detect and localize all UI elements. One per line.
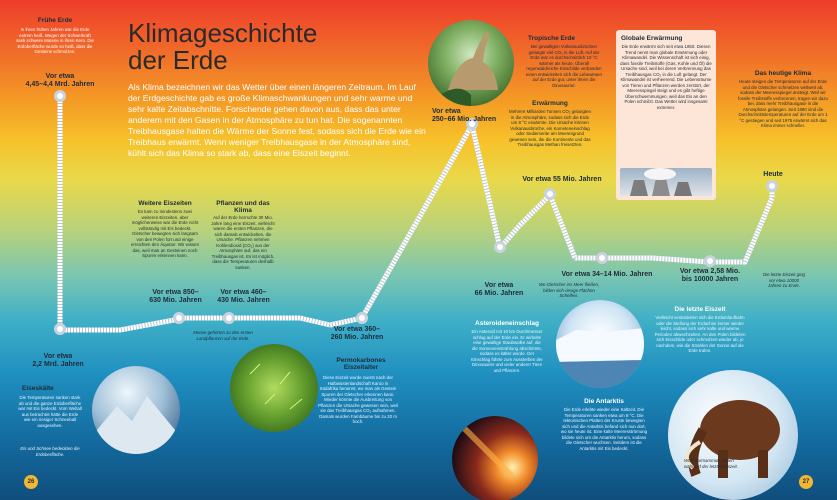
permo-text: Diese Eiszeit wurde zuerst nach der Halbwüstenlandschaft Karoo in Südafrika benannt, wo man als Gestein Spuren der Gletscher erkennen kann. Wieder könnte die Ausbreitung von Pflanzen die Ursache gewesen sein, weil sie das Treibhausgas CO₂ aufnahmen. Damals wurden Farnbäume bis zu 20 m hoch. <box>318 375 398 424</box>
antarctica-photo <box>556 300 644 388</box>
timeline-dot-1 <box>54 90 66 102</box>
mosses-caption: Moose gehörten zu den ersten Landpflanzen auf der Erde. <box>193 330 253 341</box>
heutige-text: Heute steigen die Temperaturen auf der Erde und die Gletscher schmelzen weltweit ab, sodass der Meeresspiegel ansteigt. Weil wir fossile Treibstoffe verbrennen, tragen wir dazu bei, dass mehr Treibhausgase in die Atmosphäre gelangen. Seit 1880 sind die Durchschnittstemperaturen auf der Erde um 1 °C gestiegen und seit 1975 erwärmt sich das Klima immer schneller. <box>738 79 828 128</box>
time-label-9: Vor etwa 34–14 Mio. Jahren <box>561 271 653 278</box>
page-number-left: 26 <box>24 475 38 489</box>
mammoth-icon <box>668 370 798 500</box>
pflanzen-text: Auf der Erde herrschte 30 Mio. Jahre lang eine Eiszeit, vielleicht waren die ersten Pflanzen, die sich damals entwickelten, die Ursache. Pflanzen nehmen Kohlendioxid (CO₂) aus der Atmosphäre auf, das ein Treibhausgas ist. Es ist möglich, dass die Temperaturen deshalb sanken. <box>211 215 275 270</box>
page-number-right: 27 <box>799 475 813 489</box>
timeline-dot-11 <box>766 180 778 192</box>
timeline-dot-8 <box>544 188 556 200</box>
time-label-5: Vor etwa 360– 260 Mio. Jahren <box>330 326 384 341</box>
erwaermung-title: Erwärmung <box>532 100 568 107</box>
power-plant-photo <box>620 168 712 196</box>
page-title <box>128 20 317 75</box>
ice-age-end-caption: Die letzte Eiszeit ging vor etwa 10000 Jahren zu Ende. <box>763 272 805 288</box>
time-label-3: Vor etwa 850– 630 Mio. Jahren <box>149 289 202 304</box>
timeline-dot-9 <box>596 252 608 264</box>
pflanzen-title: Pflanzen und das Klima <box>216 200 270 215</box>
ice-sea-caption: Wo Gletscher ins Meer fließen, bilden sich riesige Flächen Schelfeis. <box>538 282 600 298</box>
global-title: Globale Erwärmung <box>621 35 683 42</box>
snowball-caption: Eis und Schnee bedeckten die Erdoberfläche. <box>20 446 80 457</box>
global-text: Die Erde erwärmt sich seit etwa 1850. Diesen Trend nennt man globale Erwärmung oder Klimawandel. Die Wissenschaft ist sich einig, dass fossile Treibstoffe (Gas, Kohle und Öl) die Ursache sind, weil bei deren Verbrennung das Treibhausgas CO₂ in die Luft gelangt. Der Klimawandel ist verheerend. Die Lebensräume von Tieren und Pflanzen werden zerstört, der Meeresspiegel steigt und es gibt heftige Überschwemmungen, weil das Eis an den Polen schmilzt. Das Wetter wird insgesamt extremer. <box>620 44 712 110</box>
timeline-dot-3 <box>173 312 185 324</box>
letzte-text: Vielleicht veränderten sich die Erdumlaufbahn oder die Stellung der Erdachse immer wieder leicht, sodass sich sehr kalte und warme Perioden abwechselten. An den Polen bildeten sich Eisschilde oder schmolzen wieder ab, je nachdem, wie die Strahlen der Sonne auf die Erde trafen. <box>654 315 746 353</box>
time-label-6: Vor etwa 250–66 Mio. Jahren <box>432 108 497 123</box>
dinosaur-icon <box>428 20 514 106</box>
timeline-dot-2 <box>54 323 66 335</box>
mountain-icon <box>92 366 180 454</box>
timeline-dot-4 <box>223 312 235 324</box>
heutige-title: Das heutige Klima <box>754 70 812 77</box>
tropische-text: Bei gewaltigen Vulkanausbrüchen gelangte viel CO₂ in die Luft. Auf der Erde war es durchschnittlich 10 °C wärmer als heute. Überall regenwaldreiche Eisschilde verbanden einen entwickelten sich die Lebewesen auf der Erde gut, unter ihnen die Dinosaurier. <box>526 44 602 88</box>
mammoth-caption: Wollhaarmammuts lebten während der letzten Eiszeit. <box>684 458 738 469</box>
time-label-4: Vor etwa 460– 430 Mio. Jahren <box>217 289 270 304</box>
timeline-dot-10 <box>704 255 716 267</box>
asteroid-icon <box>452 416 538 500</box>
antarktis-text: Die Erde erlebte wieder eine Kaltzeit. Die Temperaturen sanken etwa um 8 °C. Die tektonischen Platten der Kruste bewegten sich und die Antarktis befand sich nun dort, wo sie heute ist. Eine kalte Meeresströmung bildete sich um die Antarktis herum, sodass die Gletscher wuchsen. Seitdem ist die Antarktis mit Eis bedeckt. <box>560 407 648 451</box>
letzte-title: Die letzte Eiszeit <box>674 306 726 313</box>
timeline-dot-5 <box>356 312 368 324</box>
title-line-1: Klimageschichte <box>128 18 318 48</box>
time-label-2: Vor etwa 2,2 Mrd. Jahren <box>32 353 84 368</box>
eiskaelte-title: Eiseskälte <box>22 385 54 392</box>
fruehe-erde-text: In ihren frühen Jahren war die Erde extrem heiß. Wegen der Schwerkraft sank schwere Materie in ihren Kern. Die Erdoberfläche wurde so heiß, dass die Gesteine schmolzen. <box>16 27 94 54</box>
moss-icon <box>230 344 318 432</box>
intro-text: Als Klima bezeichnen wir das Wetter über einen längeren Zeitraum. Im Lauf der Erdgeschichte gab es große Klimaschwankungen und sehr warme und sehr kalte Zeitabschnitte. Forschende gehen davon aus, dass das unter anderem mit den Gasen in der Atmosphäre zu tun hat. Die sogenannten Treibhausgase halten die Wärme der Sonne fest, sodass sich die Erde wie ein Treibhaus erwärmt. Wenn weniger Treibhausgase in der Atmosphäre sind, kühlt sich das Klima so stark ab, dass eine Eiszeit beginnt. <box>128 82 426 158</box>
cooling-tower-icon <box>620 168 712 196</box>
ice-shelf-icon <box>556 300 644 388</box>
asteroid-title: Asteroideneinschlag <box>475 320 539 327</box>
tropische-title: Tropische Erde <box>528 35 575 42</box>
title-line-2: der Erde <box>128 45 228 76</box>
asteroid-photo <box>452 416 538 500</box>
time-label-11: Heute <box>763 171 783 178</box>
weitere-eiszeiten-text: Es kam zu mindestens zwei weiteren Eiszeiten, aber möglicherweise war die Erde nicht vollständig mit Eis bedeckt. Gletscher bewegten sich langsam von den Polen fort und einige erreichten den Äquator. Wir wissen das, weil man an Gesteinen noch Spuren erkennen kann. <box>130 209 200 258</box>
time-label-1: Vor etwa 4,45–4,4 Mrd. Jahren <box>25 73 95 88</box>
weitere-eiszeiten-title: Weitere Eiszeiten <box>138 200 192 207</box>
mosses-photo <box>230 344 318 432</box>
time-label-7: Vor etwa 66 Mio. Jahren <box>474 282 524 297</box>
erwaermung-text: Mehrere Milliarden Tonnen CO₂ gelangten in die Atmosphäre, sodass sich die Erde um 8 °C erwärmte. Die Ursache können Vulkanausbrüche, ein Kometeneinschlag oder Sediemente am Meeresgrund gewesen sein, die die Kontinente und das Treibhausgas Methan freisetzten. <box>509 109 591 147</box>
globale-erwaermung-card <box>616 30 716 200</box>
asteroid-text: Ein Asteroid mit 10 km Durchmesser schlug auf der Erde ein. Er wirbelte eine gewaltige Staubwolke auf, die die Sonneneinstrahlung abschirmte, sodass es kälter wurde. Der Einschlag führte zum Aussterben der Dinosaurier und vieler anderer Tiere und Pflanzen. <box>471 329 543 373</box>
timeline-dot-7 <box>494 241 506 253</box>
fruehe-erde-title: Frühe Erde <box>37 17 73 24</box>
time-label-8: Vor etwa 55 Mio. Jahren <box>522 176 602 183</box>
snowball-photo <box>92 366 180 454</box>
dinosaur-photo <box>428 20 514 106</box>
mammoth-photo <box>668 370 798 500</box>
time-label-10: Vor etwa 2,58 Mio. bis 10000 Jahren <box>679 268 741 283</box>
eiskaelte-text: Die Temperaturen sanken stark ab und die ganze Erdoberfläche war mit Eis bedeckt. Vom Weltall aus betrachtet hätte die Erde wie ein riesiger Schneeball ausgesehen. <box>18 395 82 428</box>
antarktis-title: Die Antarktis <box>584 398 624 405</box>
permo-title: Permokarbones Eiszeitalter <box>336 357 386 372</box>
